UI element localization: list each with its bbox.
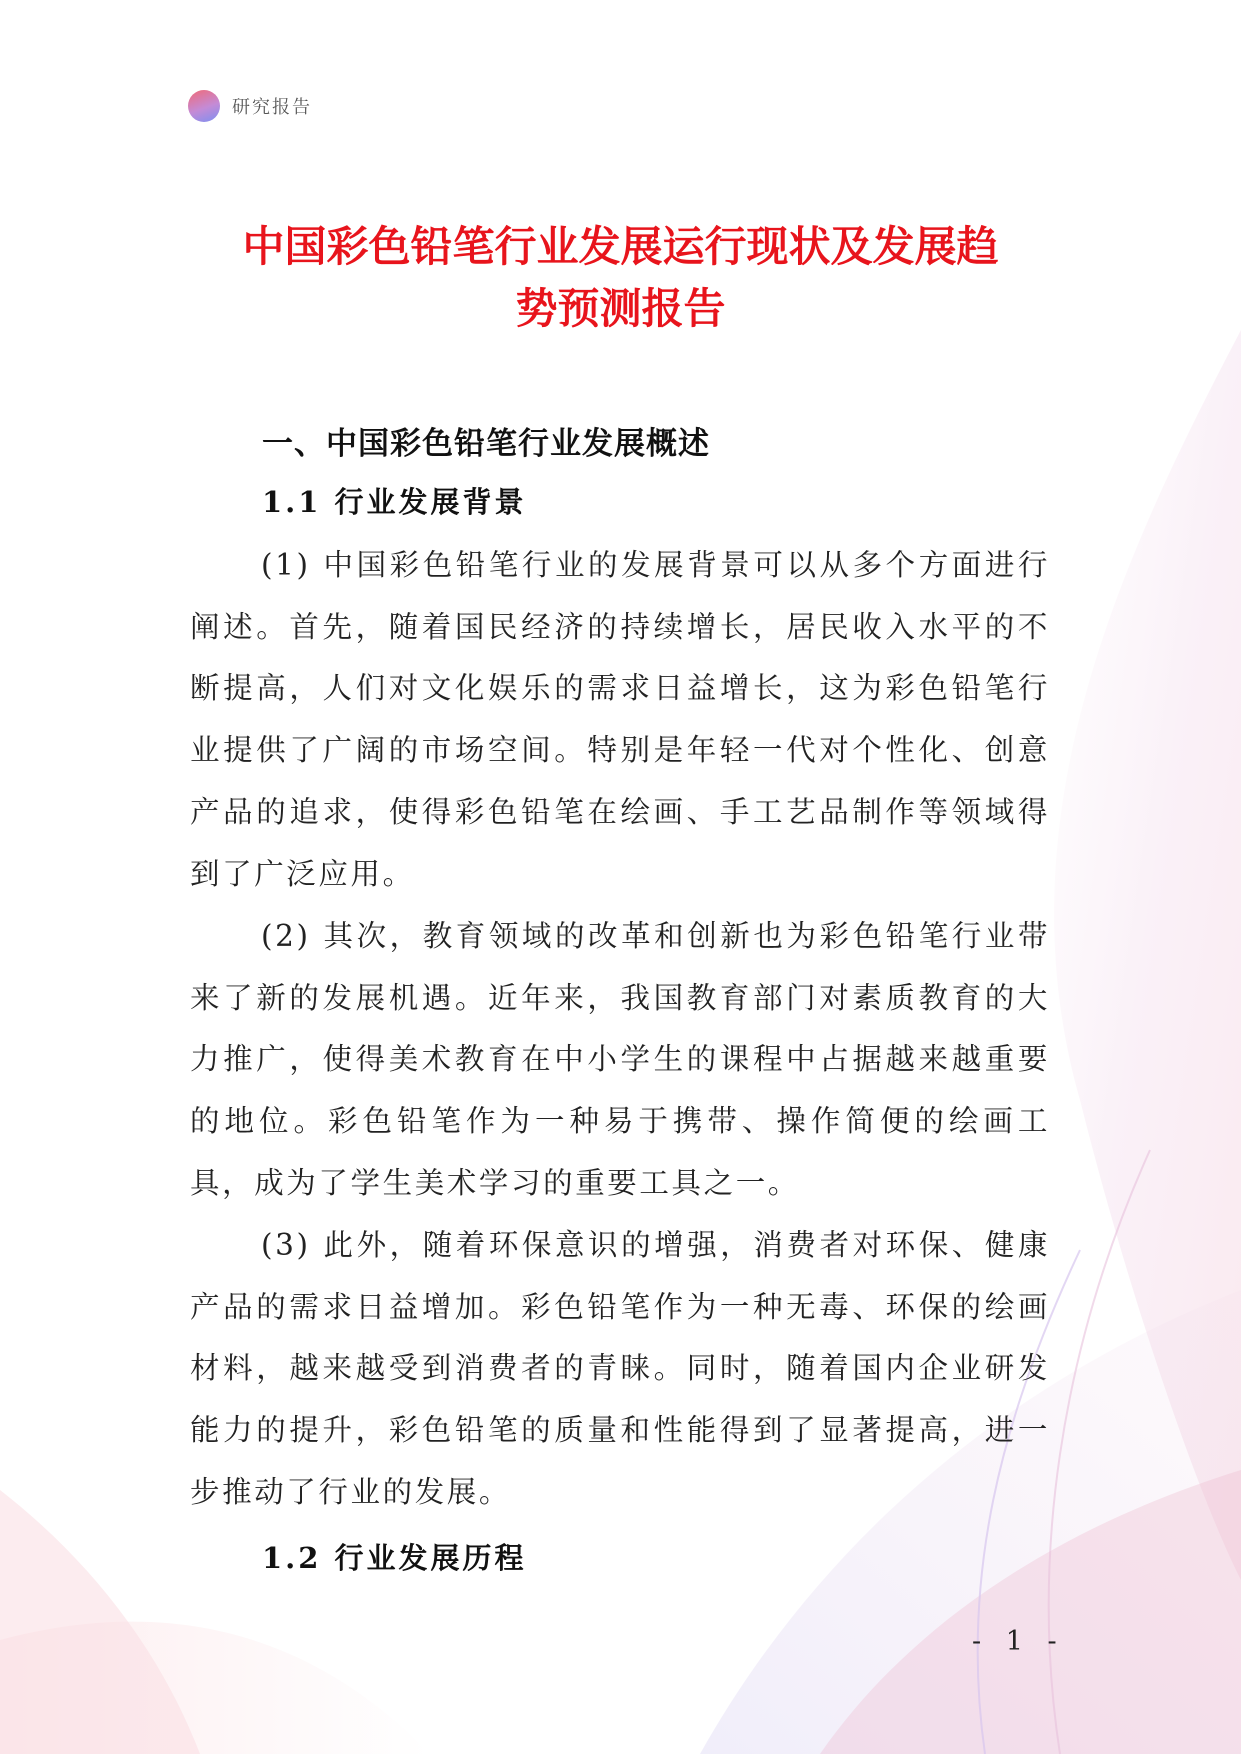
title-line-2: 势预测报告 [515, 284, 726, 333]
paragraph-2: (2) 其次，教育领域的改革和创新也为彩色铅笔行业带来了新的发展机遇。近年来，我国教育部门对素质教育的大力推广，使得美术教育在中小学生的课程中占据越来越重要的地位。彩色铅笔作为一种易于携带、操作简便的绘画工具，成为了学生美术学习的重要工具之一。 [190, 919, 1050, 1200]
paragraph-1: (1) 中国彩色铅笔行业的发展背景可以从多个方面进行阐述。首先，随着国民经济的持续增长，居民收入水平的不断提高，人们对文化娱乐的需求日益增长，这为彩色铅笔行业提供了广阔的市场空间。特别是年轻一代对个性化、创意产品的追求，使得彩色铅笔在绘画、手工艺品制作等领域得到了广泛应用。 [190, 548, 1050, 891]
page-title [160, 216, 1081, 340]
section-heading: 一、中国彩色铅笔行业发展概述 [262, 426, 710, 462]
header-label: 研究报告 [232, 97, 312, 118]
subsection-heading-1-2: 1.2 行业发展历程 [262, 1541, 527, 1575]
page-number: - 1 - [972, 1626, 1065, 1657]
logo-icon [188, 90, 220, 122]
title-line-1: 中国彩色铅笔行业发展运行现状及发展趋 [242, 222, 999, 271]
report-header [188, 90, 312, 122]
subsection-heading-1-1: 1.1 行业发展背景 [262, 485, 527, 519]
paragraph-3: (3) 此外，随着环保意识的增强，消费者对环保、健康产品的需求日益增加。彩色铅笔作为一种无毒、环保的绘画材料，越来越受到消费者的青睐。同时，随着国内企业研发能力的提升，彩色铅笔的质量和性能得到了显著提高，进一步推动了行业的发展。 [190, 1228, 1050, 1509]
